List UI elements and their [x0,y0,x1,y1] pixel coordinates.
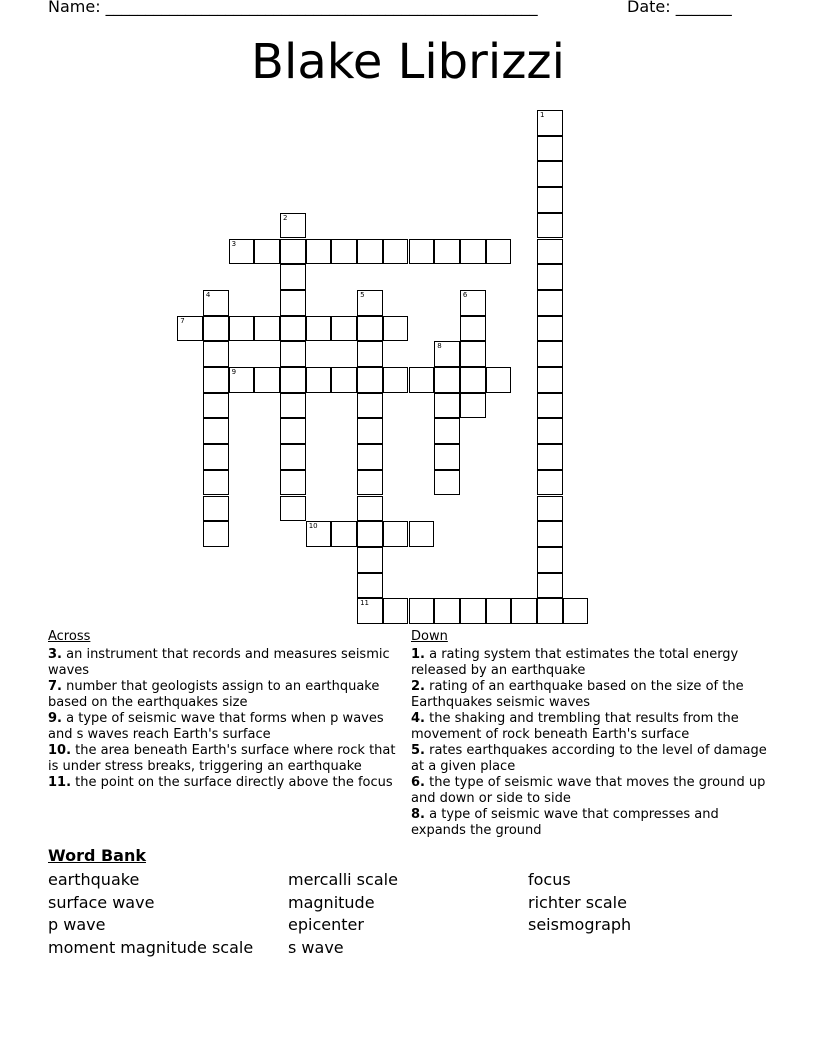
clue-text: a type of seismic wave that forms when p waves and s waves reach Earth's surface [48,711,384,742]
grid-cell[interactable] [357,496,383,522]
word-bank-item: seismograph [528,915,632,935]
grid-cell[interactable] [229,316,255,342]
grid-cell[interactable] [409,598,435,624]
word-bank-item: p wave [48,915,106,935]
down-clue [411,807,771,839]
grid-cell[interactable] [537,239,563,265]
grid-cell[interactable] [434,239,460,265]
clue-number: 11. [48,775,72,790]
grid-cell[interactable] [306,367,332,393]
word-bank-item: focus [528,870,571,889]
clue-number: 2. [411,679,425,694]
grid-cell[interactable] [357,444,383,470]
grid-cell[interactable] [357,470,383,496]
grid-cell[interactable] [486,367,512,393]
across-heading: Across [48,629,91,644]
down-heading: Down [411,629,448,644]
grid-cell[interactable] [306,316,332,342]
grid-cell[interactable] [280,470,306,496]
grid-cell[interactable] [331,367,357,393]
grid-cell[interactable] [357,418,383,444]
grid-cell[interactable] [537,521,563,547]
clue-number: 7. [48,679,62,694]
word-bank-item: s wave [288,938,344,958]
grid-cell[interactable] [306,239,332,265]
grid-cell[interactable] [537,161,563,187]
clue-number: 6 [462,290,468,299]
name-field[interactable]: Name: ______________________________________________________ [48,0,538,16]
grid-cell[interactable] [357,393,383,419]
grid-cell[interactable] [280,264,306,290]
clue-number: 7 [180,316,185,325]
clue-number: 10 [308,522,318,531]
grid-cell[interactable] [280,367,306,393]
clue-text: the point on the surface directly above the focus [71,775,393,790]
clue-number: 11 [360,599,370,608]
clue-text: the type of seismic wave that moves the ground up and down or side to side [411,775,766,806]
grid-cell[interactable] [537,136,563,162]
across-clue [48,743,406,775]
grid-cell[interactable] [280,316,306,342]
across-clue [48,775,406,791]
grid-cell[interactable] [280,341,306,367]
clue-number: 2 [283,213,288,222]
grid-cell[interactable] [537,341,563,367]
grid-cell[interactable] [434,598,460,624]
grid-cell[interactable] [280,444,306,470]
grid-cell[interactable] [357,290,383,316]
word-bank [48,845,768,958]
grid-cell[interactable] [460,393,486,419]
grid-cell[interactable] [434,470,460,496]
grid-cell[interactable] [383,367,409,393]
grid-cell[interactable] [460,341,486,367]
word-bank-item: earthquake [48,870,140,889]
grid-cell[interactable] [280,418,306,444]
grid-cell[interactable] [280,213,306,239]
grid-cell[interactable] [537,418,563,444]
grid-cell[interactable] [357,521,383,547]
grid-cell[interactable] [203,393,229,419]
grid-cell[interactable] [537,573,563,599]
grid-cell[interactable] [357,598,383,624]
clue-text: a rating system that estimates the total energy released by an earthquake [411,647,739,678]
grid-cell[interactable] [254,316,280,342]
clue-number: 1. [411,647,425,662]
clue-number: 3. [48,647,62,662]
down-clues [411,628,771,839]
grid-cell[interactable] [203,418,229,444]
grid-cell[interactable] [537,547,563,573]
clue-number: 8. [411,807,425,822]
clue-number: 10. [48,743,72,758]
clue-number: 1 [540,111,545,119]
clue-number: 9 [231,368,237,376]
grid-cell[interactable] [357,316,383,342]
word-bank-item: mercalli scale [288,870,398,889]
grid-cell[interactable] [203,521,229,547]
grid-cell[interactable] [460,290,486,316]
grid-cell[interactable] [409,521,435,547]
down-clue [411,711,771,743]
clue-number: 3 [231,239,237,248]
grid-cell[interactable] [331,521,357,547]
grid-cell[interactable] [203,316,229,342]
grid-cell[interactable] [537,444,563,470]
grid-cell[interactable] [511,598,537,624]
grid-cell[interactable] [563,598,589,624]
grid-cell[interactable] [434,341,460,367]
grid-cell[interactable] [434,393,460,419]
grid-cell[interactable] [357,341,383,367]
word-bank-item: moment magnitude scale [48,938,254,958]
grid-cell[interactable] [229,239,255,265]
grid-cell[interactable] [203,444,229,470]
grid-cell[interactable] [460,239,486,265]
grid-cell[interactable] [280,290,306,316]
grid-cell[interactable] [537,496,563,522]
grid-cell[interactable] [537,290,563,316]
grid-cell[interactable] [537,264,563,290]
grid-cell[interactable] [357,547,383,573]
across-clue [48,679,406,711]
grid-cell[interactable] [280,496,306,522]
clue-number: 8 [437,342,442,351]
across-clue [48,647,406,679]
page-title: Blake Librizzi [251,34,565,90]
across-clues [48,628,406,791]
grid-cell[interactable] [383,239,409,265]
grid-cell[interactable] [331,239,357,265]
grid-cell[interactable] [434,367,460,393]
clue-text: an instrument that records and measures seismic waves [48,647,390,678]
grid-cell[interactable] [177,316,203,342]
grid-cell[interactable] [434,444,460,470]
grid-cell[interactable] [537,367,563,393]
grid-cell[interactable] [486,239,512,265]
down-clue [411,743,771,775]
clue-number: 5. [411,743,425,758]
grid-cell[interactable] [203,496,229,522]
grid-cell[interactable] [280,393,306,419]
grid-cell[interactable] [537,187,563,213]
word-bank-item: richter scale [528,892,627,912]
word-bank-heading: Word Bank [48,846,147,865]
clue-text: number that geologists assign to an earthquake based on the earthquakes size [48,679,380,710]
grid-cell[interactable] [460,598,486,624]
clue-number: 4. [411,711,425,726]
date-field[interactable]: Date: _______ [627,0,732,16]
grid-cell[interactable] [229,367,255,393]
grid-cell[interactable] [537,470,563,496]
clue-number: 5 [360,290,365,299]
grid-cell[interactable] [254,367,280,393]
grid-cell[interactable] [357,573,383,599]
down-clue [411,775,771,807]
clue-text: rates earthquakes according to the level of damage at a given place [411,743,767,774]
clue-number: 9. [48,711,62,726]
clue-number: 4 [205,290,211,299]
word-bank-item: magnitude [288,892,375,912]
grid-cell[interactable] [203,367,229,393]
grid-cell[interactable] [357,239,383,265]
down-clue [411,647,771,679]
clue-text: a type of seismic wave that compresses and expands the ground [411,807,719,838]
grid-cell[interactable] [486,598,512,624]
grid-cell[interactable] [537,213,563,239]
word-bank-item: surface wave [48,892,155,912]
across-clue [48,711,406,743]
grid-cell[interactable] [537,393,563,419]
grid-cell[interactable] [460,316,486,342]
clue-text: the area beneath Earth's surface where rock that is under stress breaks, triggering an earthquake [48,743,396,774]
grid-cell[interactable] [306,521,332,547]
grid-cell[interactable] [383,316,409,342]
grid-cell[interactable] [383,521,409,547]
word-bank-item: epicenter [288,915,364,935]
grid-cell[interactable] [537,110,563,136]
grid-cell[interactable] [203,470,229,496]
grid-cell[interactable] [280,239,306,265]
grid-cell[interactable] [409,239,435,265]
clue-text: the shaking and trembling that results from the movement of rock beneath Earth's surface [411,711,739,742]
clue-text: rating of an earthquake based on the size of the Earthquakes seismic waves [411,679,744,710]
grid-cell[interactable] [254,239,280,265]
grid-cell[interactable] [537,598,563,624]
grid-cell[interactable] [203,290,229,316]
grid-cell[interactable] [537,316,563,342]
grid-cell[interactable] [203,341,229,367]
grid-cell[interactable] [357,367,383,393]
grid-cell[interactable] [383,598,409,624]
grid-cell[interactable] [434,418,460,444]
grid-cell[interactable] [409,367,435,393]
clue-number: 6. [411,775,425,790]
down-clue [411,679,771,711]
grid-cell[interactable] [460,367,486,393]
grid-cell[interactable] [331,316,357,342]
